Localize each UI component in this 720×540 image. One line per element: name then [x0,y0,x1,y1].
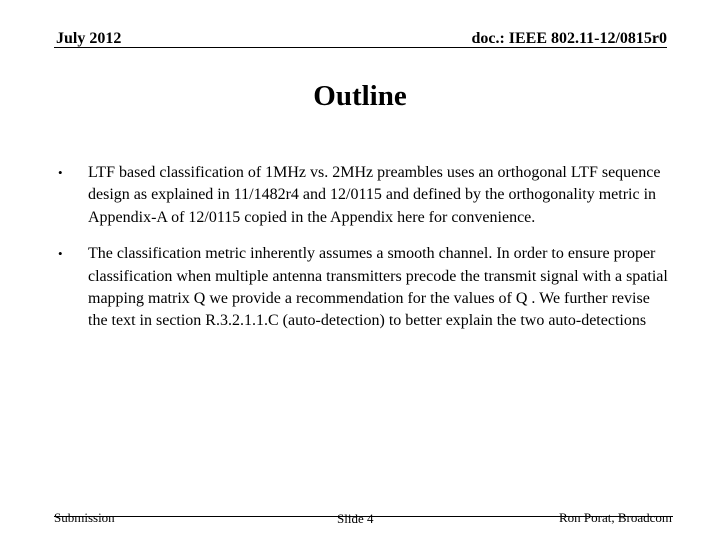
bullet-list [58,162,668,347]
bullet-marker: • [58,246,63,262]
header-rule [54,47,667,48]
header-date: July 2012 [56,30,122,47]
list-item [58,162,668,229]
bullet-text: LTF based classification of 1MHz vs. 2MHz preambles uses an orthogonal LTF sequence design as explained in 11/1482r4 and 12/0115 and defined by the orthogonality metric in Appendix-A of 12/0115 copied in the Appendix here for convenience. [88,164,661,226]
bullet-marker: • [58,165,63,180]
header-doc-id: doc.: IEEE 802.11-12/0815r0 [471,30,667,47]
bullet-text: The classification metric inherently assumes a smooth channel. In order to ensure proper classification when multiple antenna transmitters precode the transmit signal with a spatial mapping matrix Q we provide a recommendation for the values of Q . We further revise the text in section R.3.2.1.1.C (auto-detection) to better explain the two auto-detections [88,245,668,330]
list-item [58,243,668,333]
footer-author: Ron Porat, Broadcom [558,510,672,525]
footer-slide-number: Slide 4 [337,511,374,526]
footer-submission: Submission [54,510,115,525]
slide-title: Outline [313,80,407,112]
